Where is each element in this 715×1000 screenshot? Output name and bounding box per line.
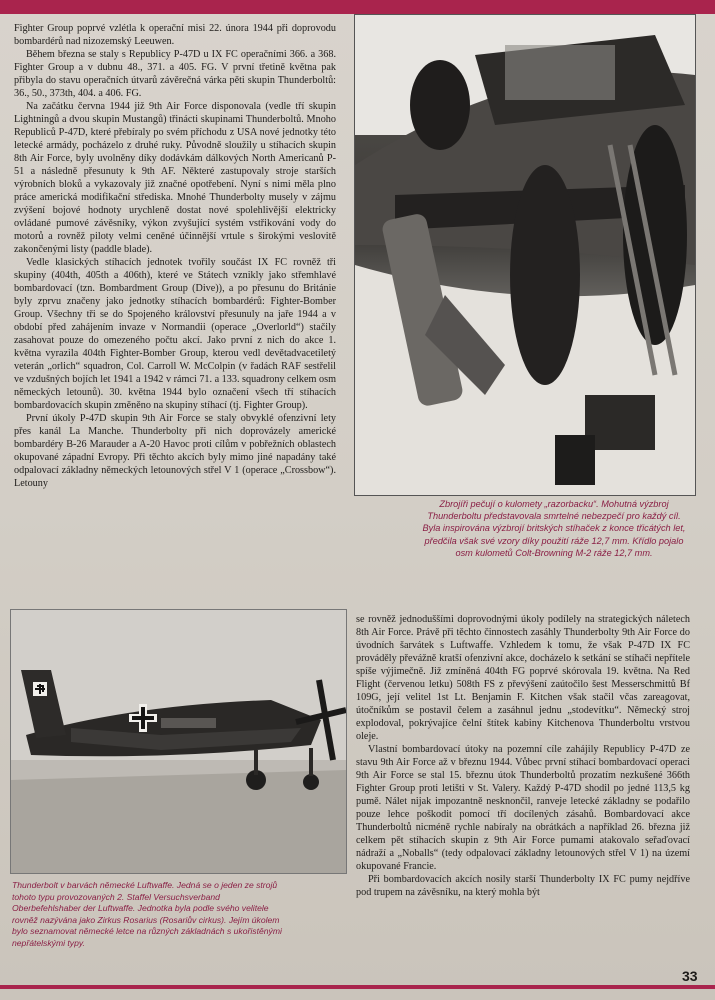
left-text-column [14, 22, 336, 490]
paragraph: se rovněž jednoduššími doprovodnými úkoly podílely na strategických náletech 8th Air Force. Právě při těchto činnostech zasáhly Thunderbolty 9th Air Force do úvodních šarvátek s Luftwaffe. Vzhledem k tomu, že však P-47D IX FC prováděly převážně kratší ofenzivní akce, docházelo k setkání se stíhači nepřítele spíše výjimečně. Již zmíněná 404th FG poprvé skórovala 19. května. Na Red Flight (červenou letku) 508th FS z převýšení zaútočilo šest Messerschmittů Bf 109G, její velitel 1st Lt. Benjamin F. Kitchen však stačil včas zareagovat, útočníkům se postavil čelem a zasáhnul jednu „stodevítku“. Německý stroj explodoval, pokrývajíce čelní štítek kabiny Kitchenova Thunderboltu vrstvou oleje. [356, 614, 690, 742]
photo-armorers-thunderbolt [354, 14, 696, 496]
top-accent-bar [0, 0, 715, 14]
photo-luftwaffe-thunderbolt [10, 609, 347, 874]
tail-swastika-marking [33, 682, 47, 696]
paragraph: Fighter Group poprvé vzlétla k operační misi 22. února 1944 při doprovodu bombardérů nad nizozemský Leeuwen. [14, 23, 336, 47]
caption-bottom-photo: Thunderbolt v barvách německé Luftwaffe. Jedná se o jeden ze strojů tohoto typu provozovaných 2. Staffel Versuchsverband Oberbefehlshaber der Luftwaffe. Jednotka byla podle svého velitele rovněž nazývána jako Zirkus Rosarius (Rosariův cirkus). Jejím úkolem bylo seznamovat německé letce na různých základnách s ukořistěnými nepřátelskými typy. [12, 880, 282, 948]
paragraph: Při bombardovacích akcích nosily starší Thunderbolty IX FC pumy nejdříve pod trupem na závěsníku, na který mohla být [356, 874, 690, 898]
caption-top-photo: Zbrojíři pečují o kulomety „razorbacku“. Mohutná výzbroj Thunderboltu představovala smrtelné nebezpečí pro každý cíl. Byla inspirována výzbrojí britských stíhaček z konce třicátých let, předčila však své vzory díky použití ráže 12,7 mm. Křídlo pojalo osm kulometů Colt-Browning M-2 ráže 12,7 mm. [422, 499, 686, 558]
paragraph: Vedle klasických stíhacích jednotek tvořily součást IX FC rovněž tři skupiny (404th, 405th a 406th), které ve Státech vznikly jako střemhlavé bombardovací (tzn. Bombardment Group (Dive)), a po přesunu do Británie byly zprvu značeny jako jednotky stíhacích bombardérů: Fighter-Bomber Group. Všechny tři se do Spojeného království přesunuly na jaře 1944 a v období před zahájením invaze v Normandii (operace „Overlorld“) stačily zasahovat pouze do omezeného počtu akcí. Jako první z nich do akce 1. května vyrazila 404th Fighter-Bomber Group, kterou vedl devětadvacetiletý veterán „orlich“ squadron, Col. Carroll W. McColpin (v řadách RAF sestřelil ve vzdušných bojích let 1941 a 1942 v rámci 71. a 133. squadrony celkem osm německých letounů). 30. května 1944 bylo označení všech tří stíhacích bombardovacích skupin změněno na skupiny stíhací (tj. Fighter Group). [14, 257, 336, 411]
photo-luftwaffe-image [11, 610, 346, 873]
paragraph: První úkoly P-47D skupin 9th Air Force se staly obvyklé ofenzivní lety přes kanál La Manche. Thunderbolty při nich doprovázely americké bombardéry B-26 Marauder a A-20 Havoc proti cílům v pobřežních oblastech okupované západní Evropy. Při těchto akcích byly mimo jiné napadány také odpalovací základny německých letounových střel V 1 (operace „Crossbow“). Letouny [14, 413, 336, 489]
page-number: 33 [682, 968, 698, 984]
paragraph: Během března se staly s Republicy P-47D u IX FC operačními 366. a 368. Fighter Group a v dubnu 48., 371. a 405. FG. V první třetině května pak přibyla do stavu operačních útvarů závěrečná várka pěti skupin Thunderboltů: 36., 50., 373th, 404. a 406. FG. [14, 49, 336, 99]
photo-armorers-image [355, 15, 695, 495]
paragraph: Vlastní bombardovací útoky na pozemní cíle zahájily Republicy P-47D ze stavu 9th Air Force až v březnu 1944. Vůbec první stíhací bombardovací operaci 9th Air Force se stal 15. březnu útok Thunderboltů prozatím nezkušené 366th Fighter Group proti letišti v St. Valery. Každý P-47D shodil po jedné 113,5 kg pumě. Nálet nijak impozantně nesknončil, ranveje letecké základny se podařilo pouze lehce poškodit pomocí tří docílených zásahů. Bombardovací akce Thunderboltů nicméně rychle nabíraly na obrátkách a například 26. března již celkem pět stíhacích skupin z 9th Air Force pumami atakovalo seřaďovací nádraží a „Noballs“ (tedy odpalovací základny letounových střel V 1) na území okupované Francie. [356, 744, 690, 872]
bottom-accent-line [0, 985, 715, 989]
right-text-column [356, 613, 690, 899]
paragraph: Na začátku června 1944 již 9th Air Force disponovala (vedle tří skupin Lightningů a dvou skupin Mustangů) třinácti skupinami Thunderboltů. Mnoho Republiců P-47D, které přebíraly po svém příchodu z USA nové jednotky této letecké armády, pocházelo z druhé ruky. Původně sloužily u stíhacích skupin 8th Air Force, byly uvolněny díky dodávkám dálkových North Americanů P-51 a následně přesunuty k 9th AF. Některé zastupovaly stroje starších výrobních bloků a vykazovaly již značné opotřebení. Nyní s nimi měla plno práce americká modifikační střediska. Mnohé Thunderbolty musely v zájmu zvýšení bojové hodnoty urychleně dostat nové spolehlivější elektricky ovládané pumové závěsníky, výkon zvyšující systém vstřikování vody do motorů a rovněž piloty velmi ceněné účinnější vrtule s širokými veslovitě zakončenými listy (paddle blade). [14, 101, 336, 255]
